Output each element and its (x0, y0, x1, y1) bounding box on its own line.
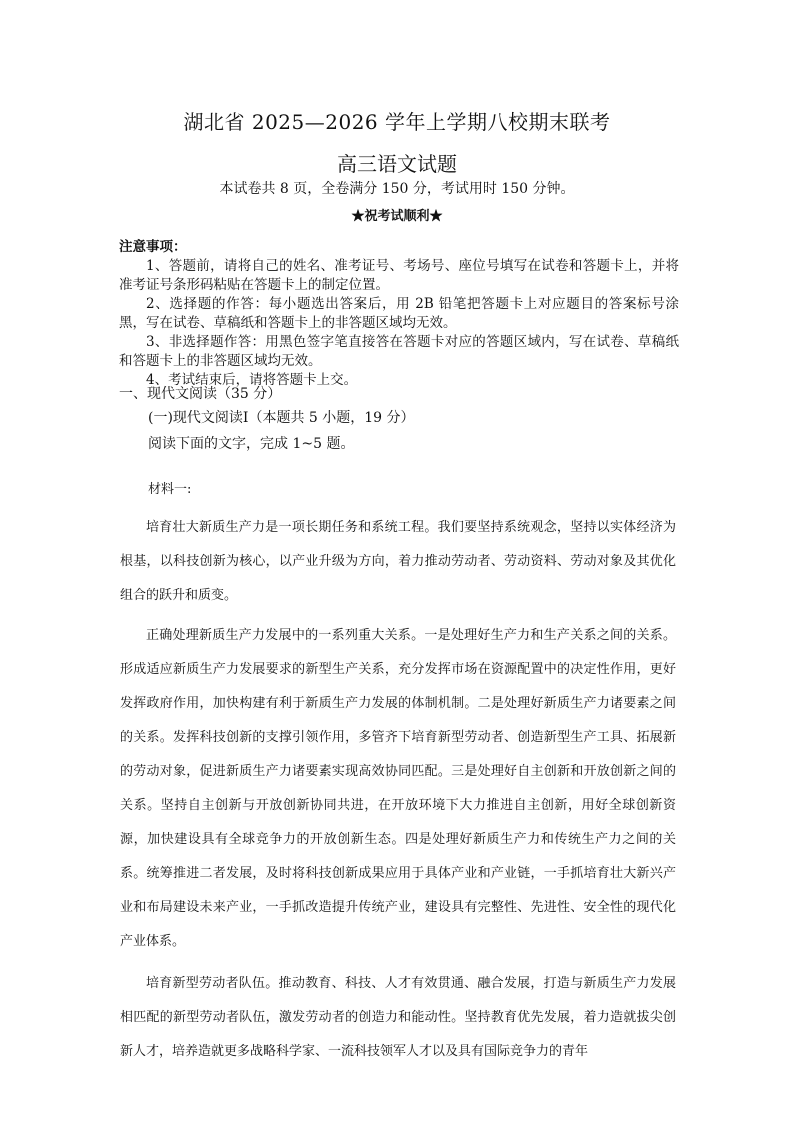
notes-heading: 注意事项： (119, 239, 187, 255)
section-title: 一、现代文阅读（35 分） (119, 386, 282, 402)
paragraph: 正确处理新质生产力发展中的一系列重大关系。一是处理好生产力和生产关系之间的关系。形成适应新质生产力发展要求的新型生产关系，充分发挥市场在资源配置中的决定性作用，更好发挥政府作用，加快构建有利于新质生产力发展的体制机制。二是处理好新质生产力诸要素之间的关系。发挥科技创新的支撑引领作用，多管齐下培育新型劳动者、创造新型生产工具、拓展新的劳动对象，促进新质生产力诸要素实现高效协同匹配。三是处理好自主创新和开放创新之间的关系。坚持自主创新与开放创新协同共进，在开放环境下大力推进自主创新，用好全球创新资源，加快建设具有全球竞争力的开放创新生态。四是处理好新质生产力和传统生产力之间的关系。统筹推进二者发展，及时将科技创新成果应用于具体产业和产业链，一手抓培育壮大新兴产业和布局建设未来产业，一手抓改造提升传统产业，建设具有完整性、先进性、安全性的现代化产业体系。 (120, 628, 676, 949)
paragraph: 培育新型劳动者队伍。推动教育、科技、人才有效贯通、融合发展，打造与新质生产力发展相匹配的新型劳动者队伍，激发劳动者的创造力和能动性。坚持教育优先发展，着力造就拔尖创新人才，培养造就更多战略科学家、一流科技领军人才以及具有国际竞争力的青年 (120, 976, 676, 1059)
note-item: 1、答题前，请将自己的姓名、准考证号、考场号、座位号填写在试卷和答题卡上，并将准考证号条形码粘贴在答题卡上的制定位置。 (119, 258, 679, 293)
subsection-title: (一)现代文阅读Ⅰ（本题共 5 小题，19 分） (148, 410, 415, 426)
note-item: 3、非选择题作答：用黑色签字笔直接答在答题卡对应的答题区域内，写在试卷、草稿纸和答题卡上的非答题区域均无效。 (119, 334, 679, 369)
material-label: 材料一: (148, 482, 192, 497)
note-item: 4、考试结束后，请将答题卡上交。 (146, 372, 358, 388)
paragraph: 培育壮大新质生产力是一项长期任务和系统工程。我们要坚持系统观念，坚持以实体经济为根基，以科技创新为核心，以产业升级为方向，着力推动劳动者、劳动资料、劳动对象及其优化组合的跃升和质变。 (120, 520, 676, 603)
notes-block (119, 238, 679, 390)
exam-subtitle: 高三语文试题 (337, 152, 457, 176)
note-item: 2、选择题的作答：每小题选出答案后，用 2B 铅笔把答题卡上对应题目的答案标号涂黑，写在试卷、草稿纸和答题卡上的非答题区域均无效。 (119, 296, 679, 331)
exam-info: 本试卷共 8 页，全卷满分 150 分，考试用时 150 分钟。 (219, 181, 575, 197)
good-luck-line: ★祝考试顺利★ (351, 209, 443, 224)
reading-instruction: 阅读下面的文字，完成 1~5 题。 (148, 436, 355, 452)
exam-title: 湖北省 2025—2026 学年上学期八校期末联考 (183, 110, 611, 134)
